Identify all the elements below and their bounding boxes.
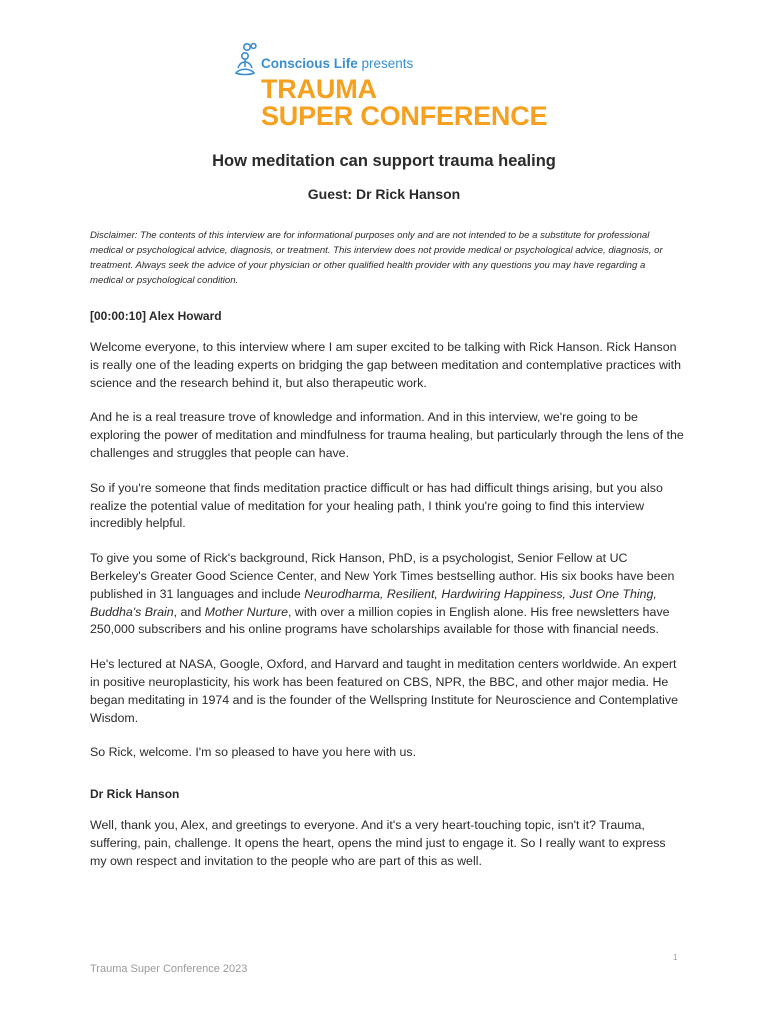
document-title: How meditation can support trauma healing (212, 152, 556, 170)
guest-line: Guest: Dr Rick Hanson (307, 186, 461, 202)
book-title: Mother Nurture (204, 604, 288, 619)
transcript-paragraph: Welcome everyone, to this interview where I am super excited to be talking with Rick Hanson. Rick Hanson is really one of the leading experts on bridging the gap between meditation and contemplative practices with science and the research behind it, but also therapeutic work. (90, 340, 681, 390)
footer-text: Trauma Super Conference 2023 (90, 963, 248, 975)
transcript-paragraph: Well, thank you, Alex, and greetings to everyone. And it's a very heart-touching topic, isn't it? Trauma, suffering, pain, challenge. It opens the heart, opens the mind just to engage it. So I really want to express my own respect and invitation to the people who are part of this as well. (90, 818, 666, 868)
speaker-heading: Dr Rick Hanson (90, 787, 180, 802)
meditating-person-icon (233, 42, 259, 78)
transcript-paragraph: He's lectured at NASA, Google, Oxford, and Harvard and taught in meditation centers worldwide. An expert in positive neuroplasticity, his work has been featured on CBS, NPR, the BBC, and other major media. He began meditating in 1974 and is the founder of the Wellspring Institute for Neuroscience and Contemplative Wisdom. (90, 657, 678, 725)
header (233, 42, 413, 78)
paragraph-text: , and (173, 604, 205, 619)
conference-title (261, 76, 547, 130)
transcript-paragraph: So Rick, welcome. I'm so pleased to have you here with us. (90, 745, 417, 760)
page-number: 1 (673, 953, 678, 962)
brand-presents: presents (357, 55, 414, 71)
conference-title-line2: SUPER CONFERENCE (261, 101, 548, 131)
transcript-paragraph: So if you're someone that finds meditation practice difficult or has had difficult things arising, but you also realize the potential value of meditation for your healing path, I think you're going to find this interview incredibly helpful. (90, 480, 663, 531)
disclaimer: Disclaimer: The contents of this interview are for informational purposes only and are not intended to be a substitute for professional medical or psychological advice, diagnosis, or treatment. This interview does not provide medical or psychological advice, diagnosis, or treatment. Always seek the advice of your physician or other qualified health provider with any questions you may have regarding a medical or psychological condition. (90, 230, 663, 286)
brand-name: Conscious Life presents (261, 55, 414, 71)
paragraph-text: To give you some of Rick's background, Rick Hanson, PhD, is a psychologist, Senior Fellow at UC Berkeley's Greater Good Science Center, and New York Times bestselling author. His six books have been published in 31 languages and include (90, 551, 675, 601)
transcript-paragraph: And he is a real treasure trove of knowledge and information. And in this interview, we're going to be exploring the power of meditation and mindfulness for trauma healing, but particularly through the lens of the challenges and struggles that people can have. (90, 410, 684, 460)
conference-title-line1: TRAUMA (261, 74, 377, 104)
transcript-paragraph (90, 550, 684, 639)
transcript (90, 308, 684, 888)
paragraph-text: , with over a million copies in English alone. His free newsletters have 250,000 subscribers and his online programs have scholarships available for those with financial needs. (90, 604, 670, 637)
brand-row (233, 42, 413, 78)
speaker-heading: [00:00:10] Alex Howard (90, 309, 222, 323)
book-titles: Neurodharma, Resilient, Hardwiring Happiness, Just One Thing, Buddha's Brain (90, 586, 657, 619)
